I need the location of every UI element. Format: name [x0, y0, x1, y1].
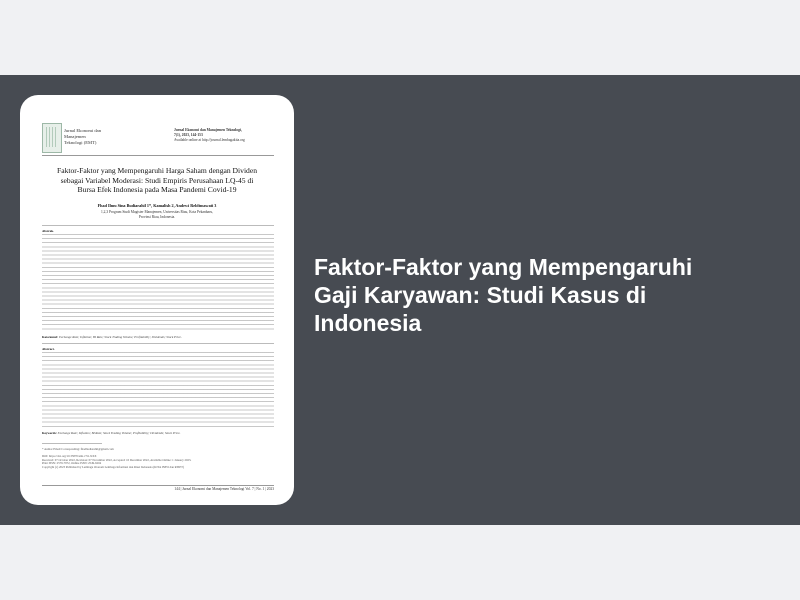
- abstract-body: [42, 352, 274, 428]
- keywords-label: Keywords:: [42, 431, 57, 435]
- journal-info-line: 7(1), 2023, 144-153: [174, 133, 203, 137]
- abstract-heading: [42, 347, 274, 351]
- abstrak-label: Abstrak.: [42, 229, 54, 233]
- abstrak-body: [42, 234, 274, 332]
- journal-name-line: Manajemen: [64, 133, 86, 139]
- copyright: Copyright (c) 2023 Published by Lembaga Otonom Lembaga Informasi dan Riset Indonesia (KITA INFO dan RISET): [42, 465, 184, 470]
- abstrak-heading: [42, 229, 274, 233]
- kata-kunci-label: Kata kunci:: [42, 335, 59, 339]
- paper-authors: Fhad Ilmu Sina Budiarahil 1*, Kamalish 2, Andewi Reldtmawati 3: [97, 203, 217, 208]
- affiliation-line: Provinsi Riau, Indonesia.: [138, 214, 176, 219]
- journal-info-line: Available online at http://journal.lembagakita.org: [174, 138, 245, 142]
- section-divider: [42, 343, 274, 344]
- caption-line: Faktor-Faktor yang Mempengaruhi: [314, 254, 693, 280]
- paper-title-line: Bursa Efek Indonesia pada Masa Pandemi Covid-19: [77, 185, 237, 195]
- issn: Print ISSN: 2579-7972, Online ISSN: 2549-6204: [42, 461, 102, 466]
- page-footer: 144 | Jurnal Ekonomi dan Manajemen Teknologi Vol. 7 | No. 1 | 2023: [174, 487, 274, 491]
- kata-kunci-text: Exchange Rate; Inflation; BI Rate; Stock Trading Volume; Profitability; Dividends; Stock Price.: [59, 335, 182, 339]
- caption-line: Indonesia: [314, 310, 422, 336]
- paper-thumbnail[interactable]: [20, 95, 294, 505]
- paper-title-line: Faktor-Faktor yang Mempengaruhi Harga Saham dengan Dividen: [56, 166, 258, 175]
- header-divider: [42, 155, 274, 156]
- journal-name-line: Jurnal Ekonomi dan: [64, 128, 101, 133]
- keywords-text: Exchange Rate; Inflation; BI Rate; Stock Trading Volume; Profitability; Dividends; Stock Price.: [57, 431, 181, 435]
- doi: DOI: https://doi.org/10.35870/emt.v7i1.XXX: [42, 453, 97, 458]
- keywords: [42, 431, 274, 435]
- journal-name: [64, 128, 144, 145]
- affiliation-line: 1,2,3 Program Studi Magister Manajemen, Universitas Riau, Kota Pekanbaru,: [100, 210, 214, 214]
- footnotes: [42, 448, 274, 470]
- corresponding-author: * Author Email Corresponding: fhadbudiarahil@gmail.com: [42, 447, 114, 451]
- abstract-divider: [42, 225, 274, 226]
- journal-info: [174, 128, 284, 143]
- paper-title: [38, 166, 276, 195]
- paper-affiliation: [38, 210, 276, 220]
- received-dates: Received: 07 October 2022, Revision: 07 November 2022, Accepted: 10 December 2022, Available Online: 1 January 2023.: [42, 457, 192, 462]
- journal-logo-pattern: [46, 127, 56, 147]
- footnote-rule: [42, 443, 102, 444]
- article-title-caption[interactable]: [314, 253, 754, 337]
- paper-title-line: sebagai Variabel Moderasi: Studi Empiris Perusahaan LQ-45 di: [60, 175, 254, 185]
- journal-name-line: Teknologi (EMT): [64, 139, 97, 145]
- abstract-label: Abstract.: [42, 347, 55, 351]
- page-footer-rule: [42, 485, 274, 486]
- caption-line: Gaji Karyawan: Studi Kasus di: [314, 282, 647, 308]
- journal-info-line: Jurnal Ekonomi dan Manajemen Teknologi,: [174, 128, 242, 132]
- kata-kunci: [42, 335, 274, 339]
